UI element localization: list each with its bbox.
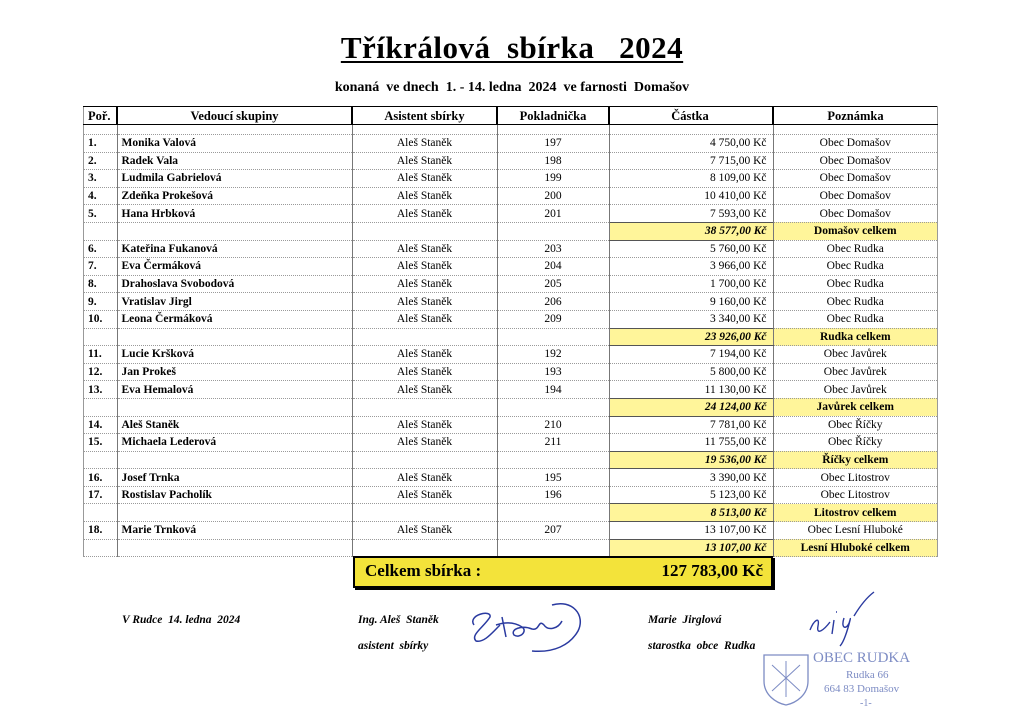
empty-cell bbox=[352, 504, 497, 522]
collection-box: 211 bbox=[497, 434, 609, 452]
subtotal-amount: 38 577,00 Kč bbox=[609, 222, 773, 240]
header-number: Poř. bbox=[84, 107, 118, 125]
empty-cell bbox=[352, 328, 497, 346]
collection-box: 203 bbox=[497, 240, 609, 258]
assistant: Aleš Staněk bbox=[352, 363, 497, 381]
assistant-role: asistent sbírky bbox=[358, 640, 429, 652]
collection-box: 209 bbox=[497, 310, 609, 328]
subtotal-amount: 24 124,00 Kč bbox=[609, 398, 773, 416]
collection-box: 200 bbox=[497, 187, 609, 205]
row-number: 17. bbox=[84, 486, 118, 504]
header-note: Poznámka bbox=[773, 107, 938, 125]
empty-cell bbox=[352, 398, 497, 416]
collection-box: 192 bbox=[497, 346, 609, 364]
empty-cell bbox=[352, 539, 497, 557]
amount: 7 715,00 Kč bbox=[609, 152, 773, 170]
header-leader: Vedoucí skupiny bbox=[117, 107, 352, 125]
empty-cell bbox=[117, 222, 352, 240]
row-number: 14. bbox=[84, 416, 118, 434]
amount: 7 194,00 Kč bbox=[609, 346, 773, 364]
grand-total-label: Celkem sbírka : bbox=[365, 561, 482, 580]
grand-total-box bbox=[353, 556, 773, 588]
document-subtitle: konaná ve dnech 1. - 14. ledna 2024 ve farnosti Domašov bbox=[334, 80, 690, 95]
spacer-cell bbox=[609, 125, 773, 135]
group-leader: Leona Čermáková bbox=[117, 310, 352, 328]
group-leader: Vratislav Jirgl bbox=[117, 293, 352, 311]
subtotal-amount: 13 107,00 Kč bbox=[609, 539, 773, 557]
amount: 5 123,00 Kč bbox=[609, 486, 773, 504]
table-header-row bbox=[84, 107, 938, 125]
group-leader: Eva Hemalová bbox=[117, 381, 352, 399]
amount: 4 750,00 Kč bbox=[609, 135, 773, 153]
subtotal-label: Domašov celkem bbox=[773, 222, 938, 240]
table-row bbox=[84, 152, 938, 170]
spacer-cell bbox=[84, 125, 118, 135]
table-row bbox=[84, 310, 938, 328]
table-row bbox=[84, 486, 938, 504]
group-leader: Jan Prokeš bbox=[117, 363, 352, 381]
empty-cell bbox=[84, 398, 118, 416]
empty-cell bbox=[117, 328, 352, 346]
collection-box: 196 bbox=[497, 486, 609, 504]
empty-cell bbox=[497, 398, 609, 416]
note: Obec Domašov bbox=[773, 170, 938, 188]
row-number: 11. bbox=[84, 346, 118, 364]
note: Obec Domašov bbox=[773, 135, 938, 153]
empty-cell bbox=[84, 328, 118, 346]
header-amount: Částka bbox=[609, 107, 773, 125]
spacer-cell bbox=[352, 125, 497, 135]
table-row bbox=[84, 170, 938, 188]
group-leader: Kateřina Fukanová bbox=[117, 240, 352, 258]
table-row bbox=[84, 416, 938, 434]
subtotal-label: Javůrek celkem bbox=[773, 398, 938, 416]
assistant: Aleš Staněk bbox=[352, 152, 497, 170]
mayor-name: Marie Jirglová bbox=[648, 614, 722, 626]
subtotal-amount: 23 926,00 Kč bbox=[609, 328, 773, 346]
subtotal-amount: 8 513,00 Kč bbox=[609, 504, 773, 522]
empty-cell bbox=[117, 539, 352, 557]
table-row bbox=[84, 522, 938, 540]
note: Obec Javůrek bbox=[773, 363, 938, 381]
group-leader: Eva Čermáková bbox=[117, 258, 352, 276]
note: Obec Lesní Hluboké bbox=[773, 522, 938, 540]
row-number: 8. bbox=[84, 275, 118, 293]
row-number: 15. bbox=[84, 434, 118, 452]
note: Obec Rudka bbox=[773, 310, 938, 328]
spacer-cell bbox=[497, 125, 609, 135]
assistant: Aleš Staněk bbox=[352, 240, 497, 258]
amount: 3 390,00 Kč bbox=[609, 469, 773, 487]
note: Obec Rudka bbox=[773, 275, 938, 293]
table-row bbox=[84, 135, 938, 153]
empty-cell bbox=[117, 451, 352, 469]
row-number: 1. bbox=[84, 135, 118, 153]
empty-cell bbox=[84, 504, 118, 522]
row-number: 2. bbox=[84, 152, 118, 170]
assistant: Aleš Staněk bbox=[352, 310, 497, 328]
note: Obec Litostrov bbox=[773, 486, 938, 504]
row-number: 4. bbox=[84, 187, 118, 205]
group-leader: Ludmila Gabrielová bbox=[117, 170, 352, 188]
assistant: Aleš Staněk bbox=[352, 135, 497, 153]
empty-cell bbox=[117, 504, 352, 522]
subtotal-label: Rudka celkem bbox=[773, 328, 938, 346]
amount: 7 781,00 Kč bbox=[609, 416, 773, 434]
row-number: 13. bbox=[84, 381, 118, 399]
note: Obec Rudka bbox=[773, 258, 938, 276]
assistant: Aleš Staněk bbox=[352, 187, 497, 205]
subtotal-label: Lesní Hluboké celkem bbox=[773, 539, 938, 557]
note: Obec Říčky bbox=[773, 416, 938, 434]
assistant: Aleš Staněk bbox=[352, 346, 497, 364]
row-number: 12. bbox=[84, 363, 118, 381]
empty-cell bbox=[352, 451, 497, 469]
amount: 11 755,00 Kč bbox=[609, 434, 773, 452]
note: Obec Litostrov bbox=[773, 469, 938, 487]
group-leader: Monika Valová bbox=[117, 135, 352, 153]
group-leader: Zdeňka Prokešová bbox=[117, 187, 352, 205]
table-row bbox=[84, 205, 938, 223]
collection-box: 207 bbox=[497, 522, 609, 540]
header-assistant: Asistent sbírky bbox=[352, 107, 497, 125]
empty-cell bbox=[117, 398, 352, 416]
assistant: Aleš Staněk bbox=[352, 258, 497, 276]
table-row bbox=[84, 434, 938, 452]
empty-cell bbox=[497, 328, 609, 346]
row-number: 9. bbox=[84, 293, 118, 311]
note: Obec Domašov bbox=[773, 187, 938, 205]
amount: 11 130,00 Kč bbox=[609, 381, 773, 399]
collection-box: 204 bbox=[497, 258, 609, 276]
assistant-signature bbox=[462, 595, 592, 660]
table-row bbox=[84, 363, 938, 381]
amount: 5 760,00 Kč bbox=[609, 240, 773, 258]
amount: 3 966,00 Kč bbox=[609, 258, 773, 276]
collection-box: 199 bbox=[497, 170, 609, 188]
group-leader: Josef Trnka bbox=[117, 469, 352, 487]
group-leader: Michaela Lederová bbox=[117, 434, 352, 452]
subtotal-row bbox=[84, 328, 938, 346]
assistant: Aleš Staněk bbox=[352, 522, 497, 540]
row-number: 3. bbox=[84, 170, 118, 188]
table-row bbox=[84, 469, 938, 487]
amount: 5 800,00 Kč bbox=[609, 363, 773, 381]
table-row bbox=[84, 293, 938, 311]
row-number: 10. bbox=[84, 310, 118, 328]
group-leader: Drahoslava Svobodová bbox=[117, 275, 352, 293]
row-number: 16. bbox=[84, 469, 118, 487]
table-row bbox=[84, 258, 938, 276]
place-date: V Rudce 14. ledna 2024 bbox=[122, 614, 241, 626]
assistant: Aleš Staněk bbox=[352, 170, 497, 188]
assistant: Aleš Staněk bbox=[352, 205, 497, 223]
empty-cell bbox=[497, 539, 609, 557]
collection-box: 206 bbox=[497, 293, 609, 311]
group-leader: Hana Hrbková bbox=[117, 205, 352, 223]
amount: 3 340,00 Kč bbox=[609, 310, 773, 328]
collection-box: 193 bbox=[497, 363, 609, 381]
assistant: Aleš Staněk bbox=[352, 275, 497, 293]
table-row bbox=[84, 381, 938, 399]
amount: 10 410,00 Kč bbox=[609, 187, 773, 205]
empty-cell bbox=[497, 222, 609, 240]
subtotal-row bbox=[84, 504, 938, 522]
group-leader: Marie Trnková bbox=[117, 522, 352, 540]
municipal-stamp bbox=[760, 645, 910, 715]
coat-of-arms-icon bbox=[760, 651, 812, 707]
table-row bbox=[84, 346, 938, 364]
stamp-address: Rudka 66 bbox=[846, 669, 889, 681]
grand-total-amount: 127 783,00 Kč bbox=[661, 561, 763, 580]
amount: 1 700,00 Kč bbox=[609, 275, 773, 293]
header-box: Pokladnička bbox=[497, 107, 609, 125]
mayor-role: starostka obce Rudka bbox=[648, 640, 756, 652]
document-title: Tříkrálová sbírka 2024 bbox=[340, 30, 684, 65]
subtotal-amount: 19 536,00 Kč bbox=[609, 451, 773, 469]
table-row bbox=[84, 187, 938, 205]
amount: 8 109,00 Kč bbox=[609, 170, 773, 188]
note: Obec Říčky bbox=[773, 434, 938, 452]
amount: 13 107,00 Kč bbox=[609, 522, 773, 540]
group-leader: Rostislav Pacholík bbox=[117, 486, 352, 504]
subtotal-row bbox=[84, 398, 938, 416]
note: Obec Rudka bbox=[773, 240, 938, 258]
assistant: Aleš Staněk bbox=[352, 293, 497, 311]
row-number: 5. bbox=[84, 205, 118, 223]
spacer-cell bbox=[773, 125, 938, 135]
assistant: Aleš Staněk bbox=[352, 486, 497, 504]
collection-box: 205 bbox=[497, 275, 609, 293]
empty-cell bbox=[352, 222, 497, 240]
table-spacer-row bbox=[84, 125, 938, 135]
spacer-cell bbox=[117, 125, 352, 135]
collection-box: 210 bbox=[497, 416, 609, 434]
collection-box: 201 bbox=[497, 205, 609, 223]
subtotal-row bbox=[84, 539, 938, 557]
note: Obec Domašov bbox=[773, 152, 938, 170]
page-number: -1- bbox=[860, 698, 872, 709]
assistant: Aleš Staněk bbox=[352, 381, 497, 399]
row-number: 18. bbox=[84, 522, 118, 540]
empty-cell bbox=[84, 539, 118, 557]
collection-box: 197 bbox=[497, 135, 609, 153]
assistant: Aleš Staněk bbox=[352, 434, 497, 452]
subtotal-label: Litostrov celkem bbox=[773, 504, 938, 522]
note: Obec Javůrek bbox=[773, 346, 938, 364]
group-leader: Aleš Staněk bbox=[117, 416, 352, 434]
collection-table bbox=[83, 106, 938, 557]
assistant: Aleš Staněk bbox=[352, 416, 497, 434]
amount: 7 593,00 Kč bbox=[609, 205, 773, 223]
note: Obec Domašov bbox=[773, 205, 938, 223]
empty-cell bbox=[84, 222, 118, 240]
table-row bbox=[84, 275, 938, 293]
assistant: Aleš Staněk bbox=[352, 469, 497, 487]
stamp-title: OBEC RUDKA bbox=[813, 650, 911, 666]
note: Obec Javůrek bbox=[773, 381, 938, 399]
empty-cell bbox=[497, 451, 609, 469]
empty-cell bbox=[497, 504, 609, 522]
group-leader: Lucie Kršková bbox=[117, 346, 352, 364]
subtotal-label: Říčky celkem bbox=[773, 451, 938, 469]
table-row bbox=[84, 240, 938, 258]
table-body bbox=[84, 125, 938, 557]
mayor-signature bbox=[790, 590, 880, 650]
assistant-name: Ing. Aleš Staněk bbox=[358, 614, 439, 626]
collection-box: 194 bbox=[497, 381, 609, 399]
empty-cell bbox=[84, 451, 118, 469]
note: Obec Rudka bbox=[773, 293, 938, 311]
collection-box: 198 bbox=[497, 152, 609, 170]
row-number: 6. bbox=[84, 240, 118, 258]
collection-box: 195 bbox=[497, 469, 609, 487]
subtotal-row bbox=[84, 451, 938, 469]
group-leader: Radek Vala bbox=[117, 152, 352, 170]
amount: 9 160,00 Kč bbox=[609, 293, 773, 311]
row-number: 7. bbox=[84, 258, 118, 276]
stamp-postcode: 664 83 Domašov bbox=[824, 683, 900, 695]
subtotal-row bbox=[84, 222, 938, 240]
